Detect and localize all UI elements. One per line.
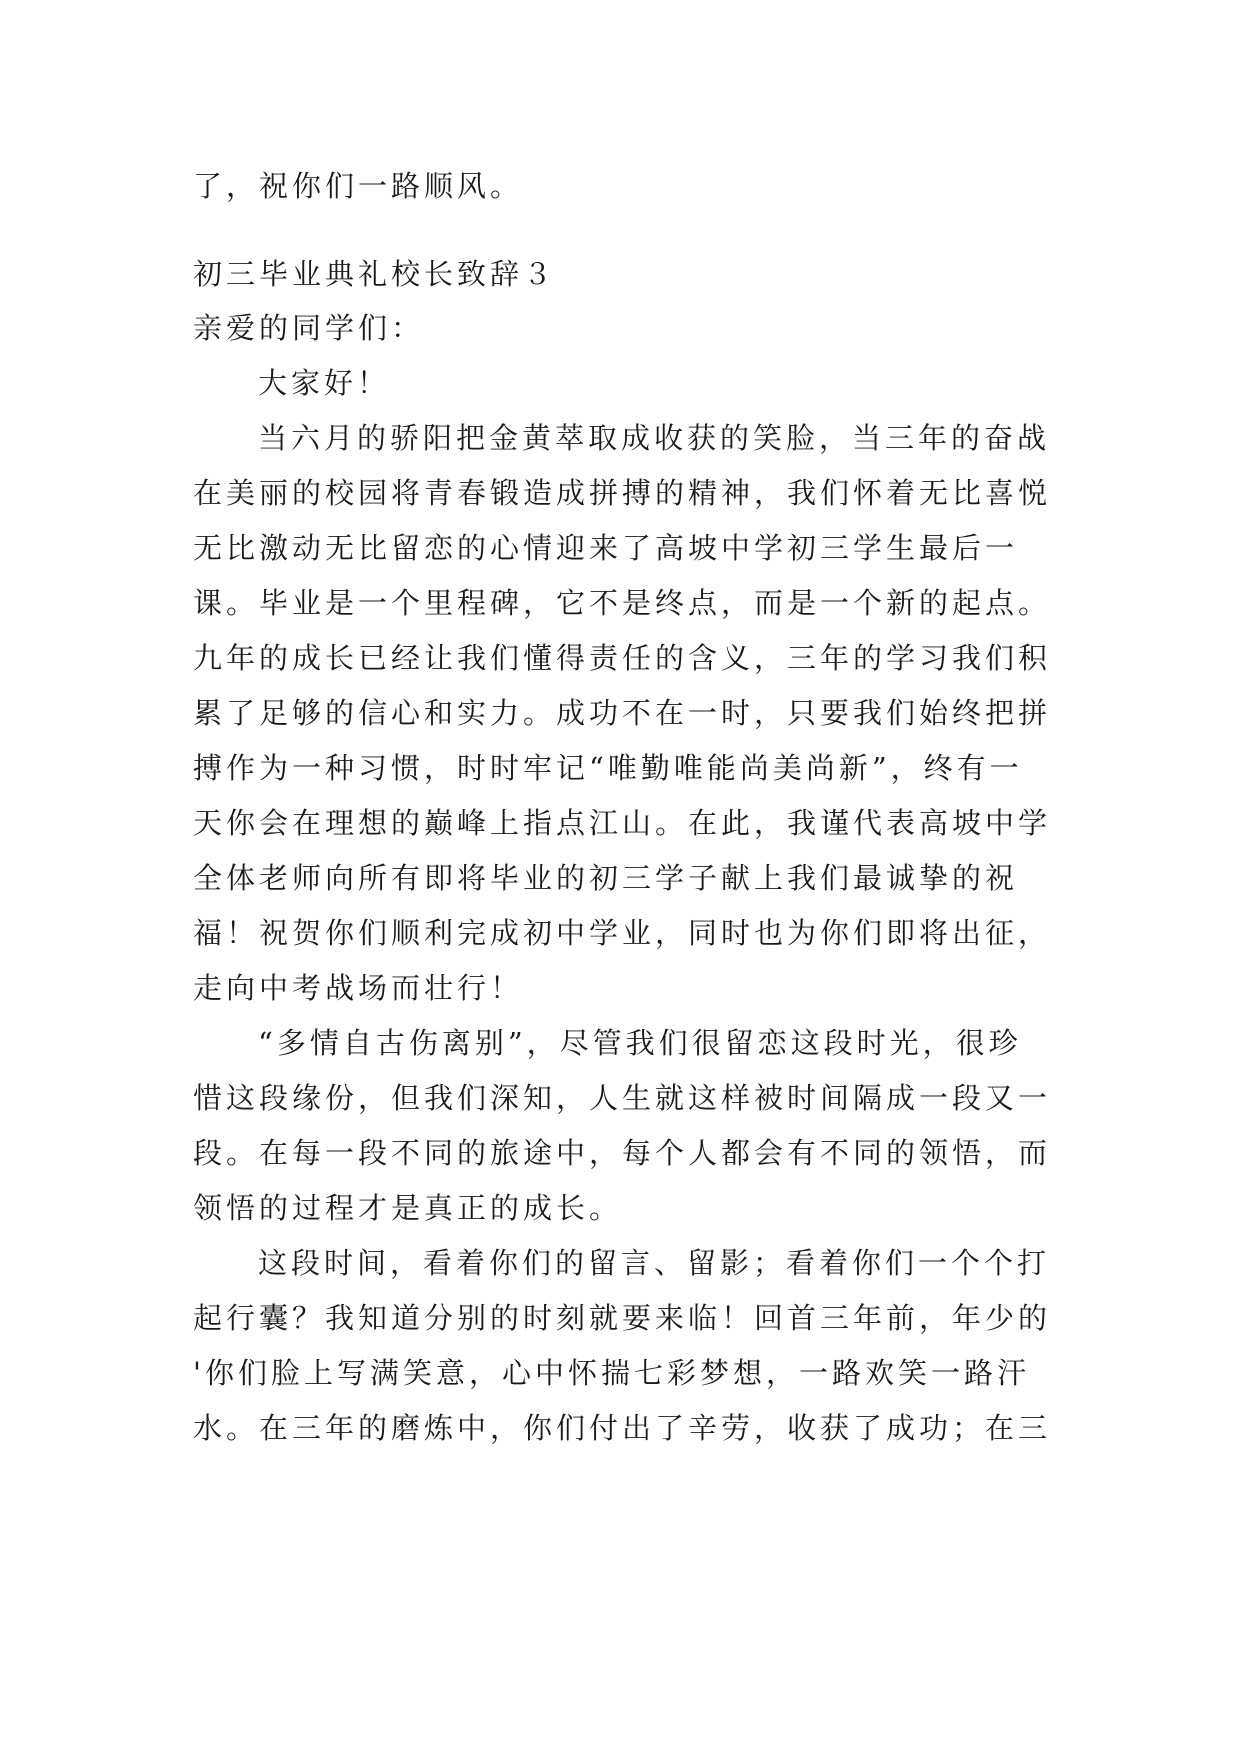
salutation: 亲爱的同学们： [193, 311, 425, 345]
text-line: 走向中考战场而壮行！ [193, 971, 524, 1005]
text-line: 水。在三年的磨炼中，你们付出了辛劳，收获了成功；在三 [193, 1411, 1052, 1445]
text-line: 搏作为一种习惯，时时牢记“唯勤唯能尚美尚新”，终有一 [193, 751, 1023, 785]
text-line: '你们脸上写满笑意，心中怀揣七彩梦想，一路欢笑一路汗 [193, 1356, 1030, 1390]
text-line: 天你会在理想的巅峰上指点江山。在此，我谨代表高坡中学 [193, 806, 1052, 840]
text-line: 当六月的骄阳把金黄萃取成收获的笑脸，当三年的奋战 [258, 421, 1051, 455]
text-line: 这段时间，看着你们的留言、留影；看着你们一个个打 [258, 1246, 1051, 1280]
text-line: 了，祝你们一路顺风。 [193, 169, 524, 203]
section-title: 初三毕业典礼校长致辞３ [193, 257, 557, 291]
text-line: “多情自古伤离别”，尽管我们很留恋这段时光，很珍 [258, 1026, 1022, 1060]
text-line: 惜这段缘份，但我们深知，人生就这样被时间隔成一段又一 [193, 1081, 1052, 1115]
text-line: 段。在每一段不同的旅途中，每个人都会有不同的领悟，而 [193, 1136, 1052, 1170]
text-line: 在美丽的校园将青春锻造成拼搏的精神，我们怀着无比喜悦 [193, 476, 1052, 510]
text-line: 九年的成长已经让我们懂得责任的含义，三年的学习我们积 [193, 641, 1052, 675]
text-line: 无比激动无比留恋的心情迎来了高坡中学初三学生最后一 [193, 531, 1019, 565]
text-line: 福！祝贺你们顺利完成初中学业，同时也为你们即将出征， [193, 916, 1052, 950]
greeting: 大家好！ [258, 366, 391, 400]
text-line: 起行囊？我知道分别的时刻就要来临！回首三年前，年少的 [193, 1301, 1052, 1335]
text-line: 领悟的过程才是真正的成长。 [193, 1191, 623, 1225]
text-line: 课。毕业是一个里程碑，它不是终点，而是一个新的起点。 [193, 586, 1052, 620]
text-line: 全体老师向所有即将毕业的初三学子献上我们最诚挚的祝 [193, 861, 1019, 895]
text-line: 累了足够的信心和实力。成功不在一时，只要我们始终把拼 [193, 696, 1052, 730]
